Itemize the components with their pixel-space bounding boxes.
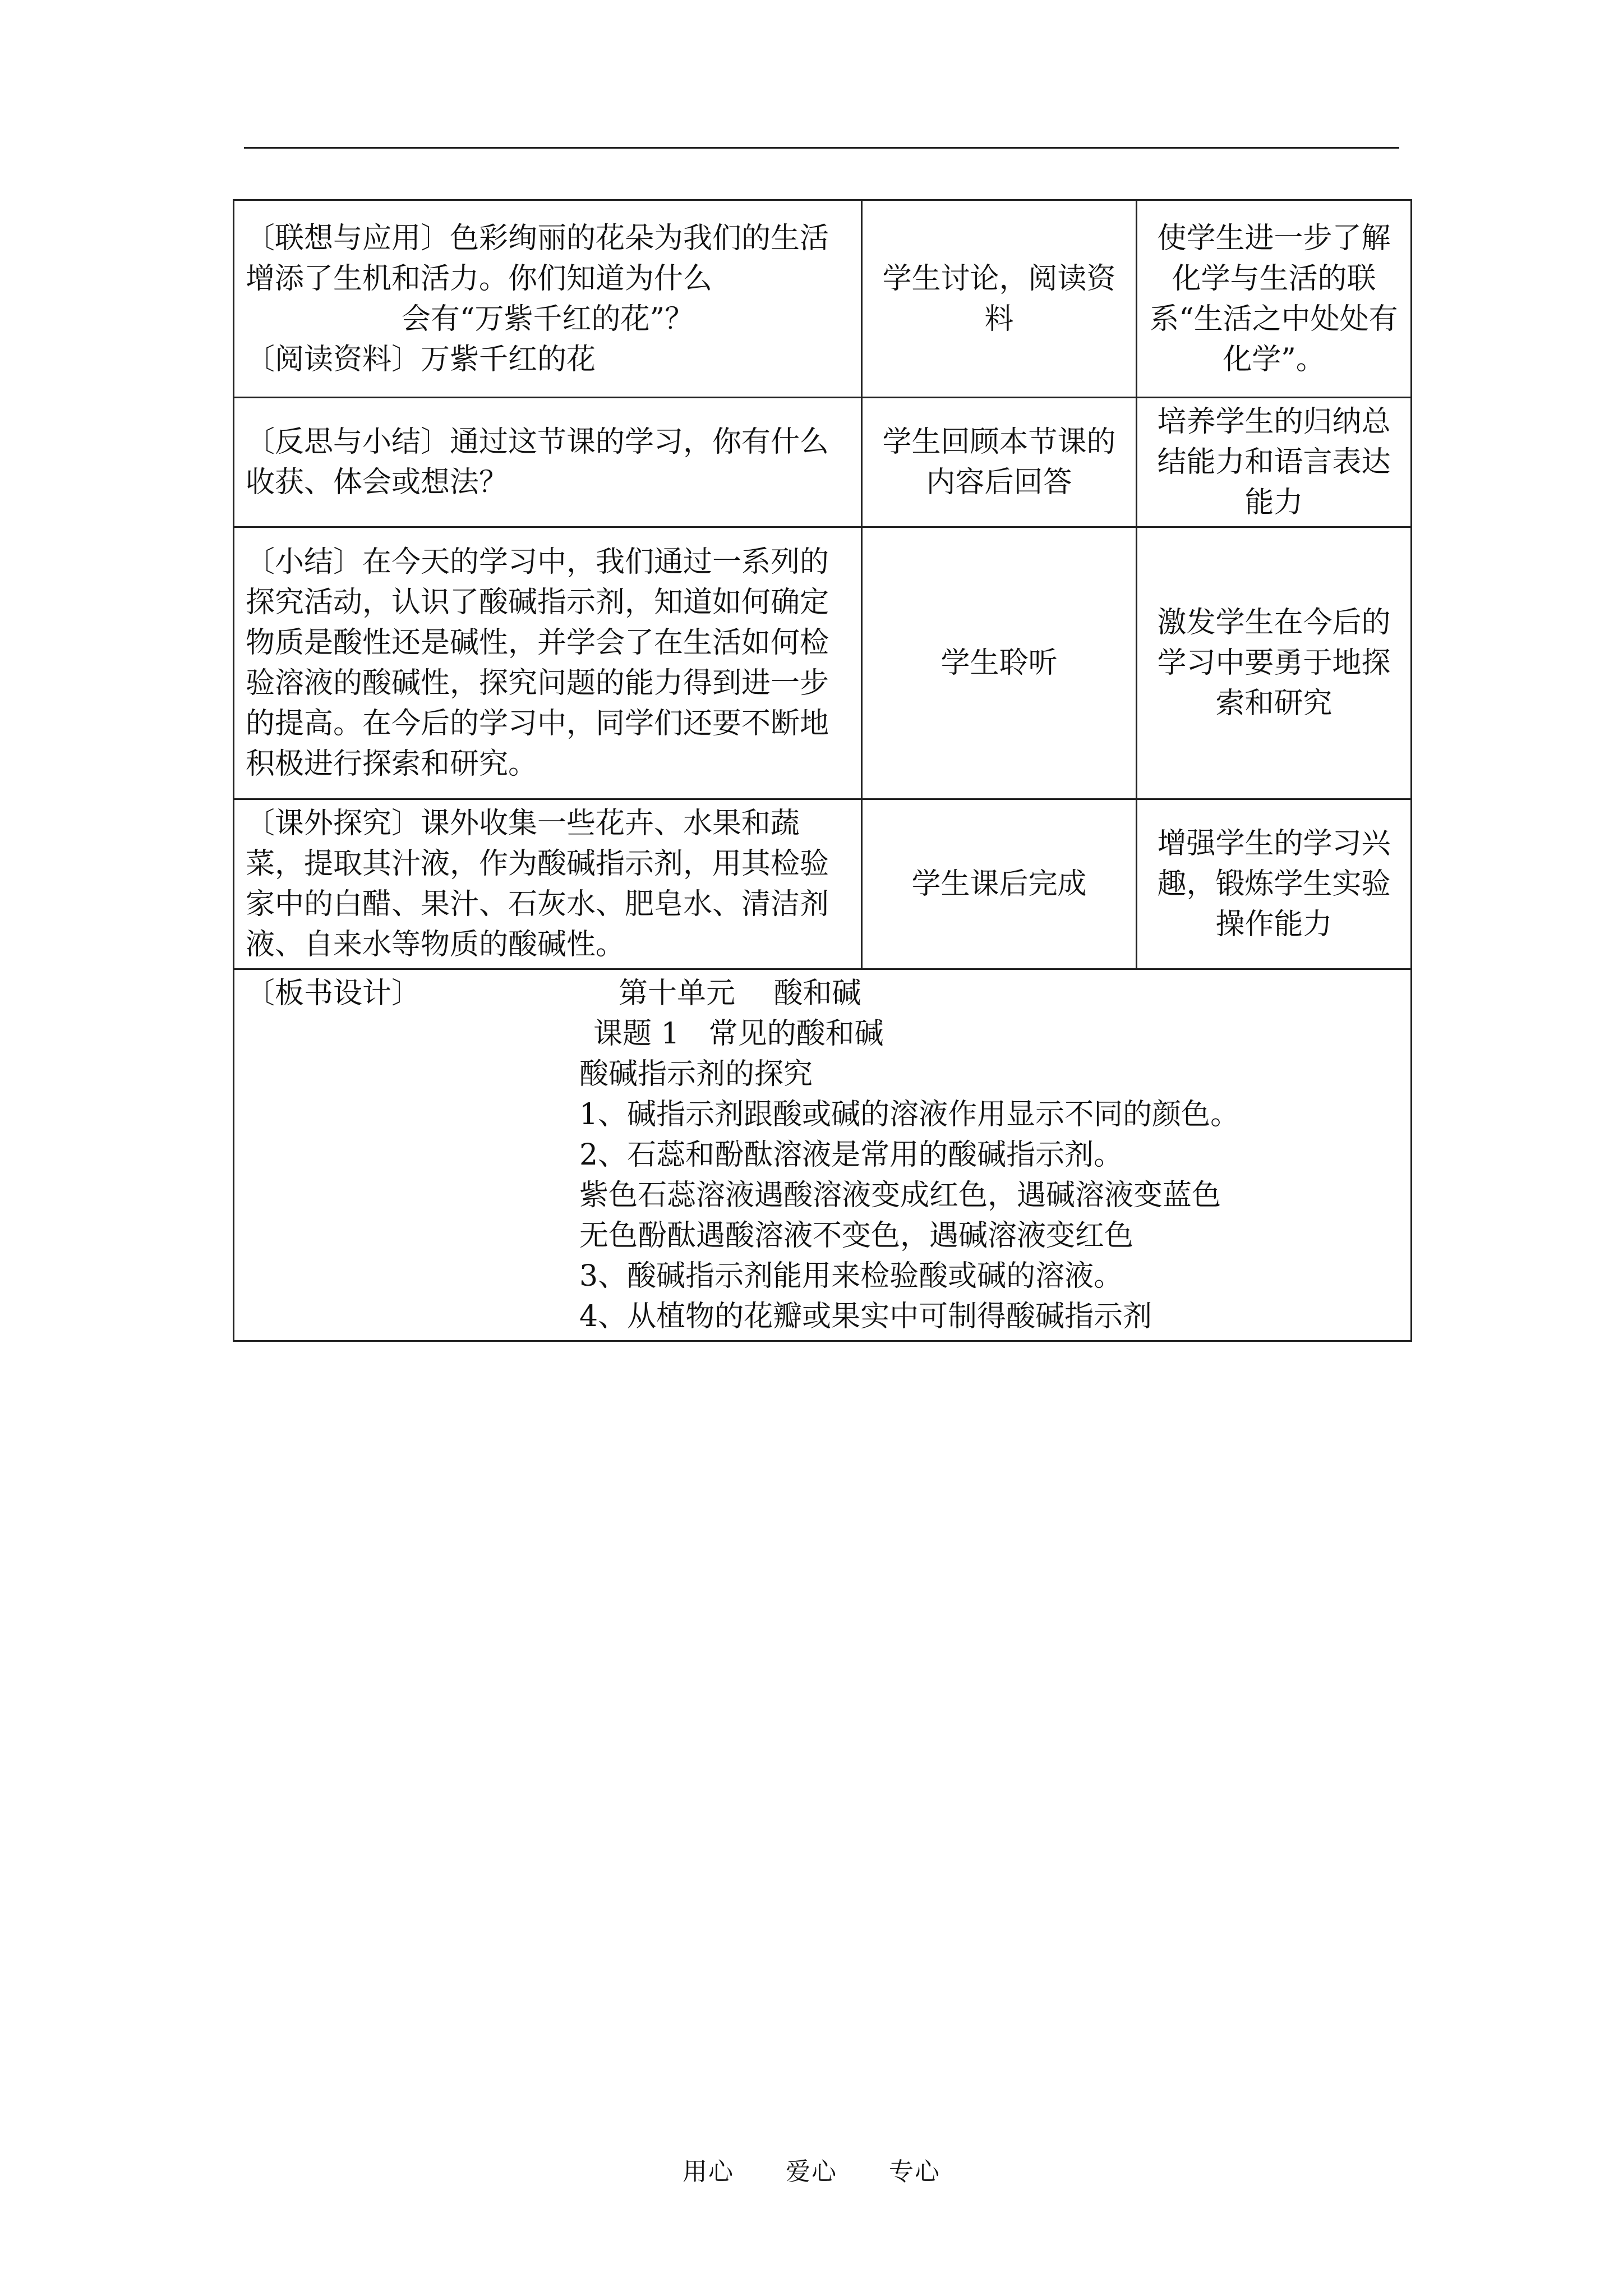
footer-word: 用心 [683, 2157, 734, 2186]
board-item: 无色酚酞遇酸溶液不变色，遇碱溶液变红色 [579, 1219, 1134, 1253]
board-unit-title: 第十单元 酸和碱 [619, 977, 861, 1010]
content-line: 〔联想与应用〕色彩绚丽的花朵为我们的生活增添了生机和活力。你们知道为什么 [246, 221, 829, 296]
board-lesson-title: 课题 1 常见的酸和碱 [593, 1017, 884, 1051]
board-item: 1、碱指示剂跟酸或碱的溶液作用显示不同的颜色。 [579, 1098, 1240, 1131]
board-item: 4、从植物的花瓣或果实中可制得酸碱指示剂 [579, 1300, 1152, 1333]
student-activity-cell: 学生讨论，阅读资料 [862, 200, 1137, 398]
student-activity-cell: 学生回顾本节课的内容后回答 [862, 398, 1137, 527]
content-line: 〔阅读资料〕万紫千红的花 [246, 342, 596, 376]
table-row [234, 200, 1412, 398]
design-intent-cell: 增强学生的学习兴趣，锻炼学生实验操作能力 [1137, 799, 1412, 969]
footer-word: 爱心 [786, 2157, 837, 2186]
header-rule [244, 147, 1399, 149]
teaching-content-cell: 〔小结〕在今天的学习中，我们通过一系列的探究活动，认识了酸碱指示剂，知道如何确定物质是酸性还是碱性，并学会了在生活如何检验溶液的酸碱性，探究问题的能力得到进一步的提高。在今后的学习中，同学们还要不断地积极进行探索和研究。 [234, 527, 862, 799]
teaching-content-cell: 〔课外探究〕课外收集一些花卉、水果和蔬菜，提取其汁液，作为酸碱指示剂，用其检验家中的白醋、果汁、石灰水、肥皂水、清洁剂液、自来水等物质的酸碱性。 [234, 799, 862, 969]
table-row [234, 799, 1412, 969]
design-intent-cell: 激发学生在今后的学习中要勇于地探索和研究 [1137, 527, 1412, 799]
footer-word: 专心 [889, 2157, 940, 2186]
board-item: 紫色石蕊溶液遇酸溶液变成红色，遇碱溶液变蓝色 [579, 1179, 1221, 1212]
student-activity-cell: 学生聆听 [862, 527, 1137, 799]
table-row [234, 527, 1412, 799]
teaching-content-cell: 〔反思与小结〕通过这节课的学习，你有什么收获、体会或想法？ [234, 398, 862, 527]
content-line: 会有“万紫千红的花”？ [401, 302, 694, 336]
board-item: 3、酸碱指示剂能用来检验酸或碱的溶液。 [579, 1259, 1123, 1293]
student-activity-cell: 学生课后完成 [862, 799, 1137, 969]
board-item: 酸碱指示剂的探究 [579, 1057, 813, 1091]
board-design-cell [234, 969, 1412, 1341]
board-item: 2、石蕊和酚酞溶液是常用的酸碱指示剂。 [579, 1138, 1123, 1172]
board-design-label: 〔板书设计〕 [246, 977, 421, 1010]
design-intent-cell: 培养学生的归纳总结能力和语言表达能力 [1137, 398, 1412, 527]
table-row [234, 398, 1412, 527]
lesson-table [233, 199, 1412, 1342]
teaching-content-cell [234, 200, 862, 398]
board-design-row [234, 969, 1412, 1341]
page-footer [0, 2151, 1623, 2187]
design-intent-cell: 使学生进一步了解化学与生活的联系“生活之中处处有化学”。 [1137, 200, 1412, 398]
